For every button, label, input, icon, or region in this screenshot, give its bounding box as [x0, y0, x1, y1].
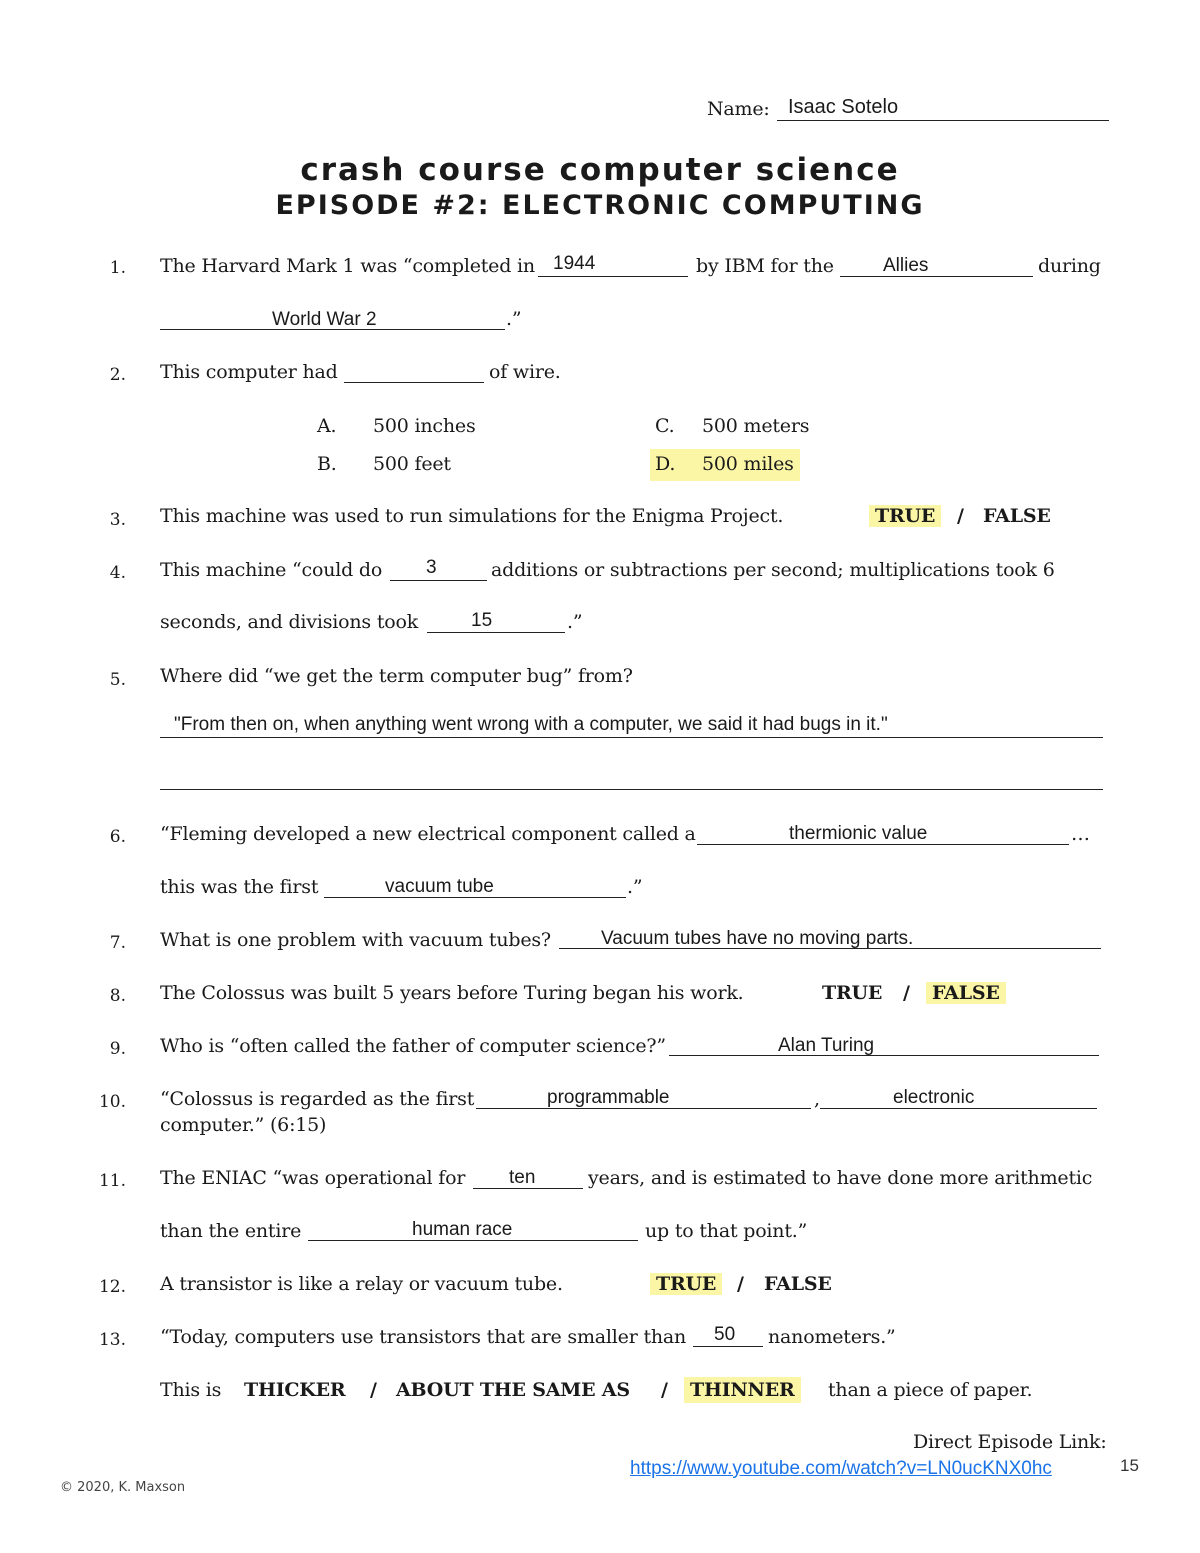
- q6-text-b: …: [1071, 823, 1090, 845]
- q2-option-b-letter: B.: [317, 453, 337, 475]
- q7-text: What is one problem with vacuum tubes?: [160, 929, 551, 951]
- worksheet-title: crash course computer science: [300, 152, 900, 188]
- q12-true[interactable]: TRUE: [650, 1273, 722, 1295]
- q13-option-thicker[interactable]: THICKER: [244, 1379, 346, 1401]
- q1-answer-3[interactable]: World War 2: [272, 309, 377, 330]
- q6-number: 6.: [109, 827, 126, 847]
- q6-text-d: .”: [627, 876, 643, 898]
- q4-blank-2: [427, 632, 565, 633]
- q1-text-c: during: [1038, 255, 1101, 277]
- q3-false[interactable]: FALSE: [983, 505, 1051, 527]
- q13-number: 13.: [98, 1330, 126, 1350]
- q4-text-d: .”: [567, 611, 583, 633]
- q4-blank-1: [390, 580, 487, 581]
- q13-text-d: than a piece of paper.: [828, 1379, 1033, 1401]
- q6-text-c: this was the first: [160, 876, 319, 898]
- q12-false[interactable]: FALSE: [764, 1273, 832, 1295]
- q13-text-b: nanometers.”: [768, 1326, 896, 1348]
- episode-link-label: Direct Episode Link:: [913, 1431, 1107, 1453]
- q1-answer-1[interactable]: 1944: [553, 253, 596, 274]
- name-value[interactable]: Isaac Sotelo: [788, 96, 899, 118]
- q6-text-a: “Fleming developed a new electrical component called a: [160, 823, 696, 845]
- q1-answer-2[interactable]: Allies: [883, 255, 929, 276]
- episode-link[interactable]: https://www.youtube.com/watch?v=LN0ucKNX0hc: [630, 1458, 1052, 1479]
- q6-answer-1[interactable]: thermionic value: [789, 823, 928, 844]
- q13-text-a: “Today, computers use transistors that are smaller than: [160, 1326, 687, 1348]
- q5-answer[interactable]: "From then on, when anything went wrong with a computer, we said it had bugs in it.": [174, 714, 888, 735]
- name-label: Name:: [707, 98, 770, 120]
- q13-text-c: This is: [160, 1379, 222, 1401]
- q5-blank-2: [160, 789, 1103, 790]
- q4-answer-1[interactable]: 3: [426, 557, 437, 578]
- q3-text: This machine was used to run simulations for the Enigma Project.: [160, 505, 784, 527]
- q9-blank: [669, 1055, 1099, 1056]
- q8-true[interactable]: TRUE: [822, 982, 883, 1004]
- q4-text-b: additions or subtractions per second; multiplications took 6: [491, 559, 1055, 581]
- q2-option-c: 500 meters: [702, 415, 810, 437]
- q8-false[interactable]: FALSE: [926, 982, 1006, 1004]
- q6-answer-2[interactable]: vacuum tube: [385, 876, 494, 897]
- q1-blank-2: [840, 276, 1033, 277]
- q1-text-b: by IBM for the: [696, 255, 834, 277]
- q2-option-a: 500 inches: [373, 415, 476, 437]
- q3-number: 3.: [109, 510, 126, 530]
- q10-answer-2[interactable]: electronic: [893, 1087, 975, 1108]
- q5-number: 5.: [109, 670, 126, 690]
- q3-separator: /: [957, 505, 964, 527]
- q2-option-b: 500 feet: [373, 453, 451, 475]
- q2-option-d-letter: D.: [655, 453, 676, 475]
- q9-number: 9.: [109, 1039, 126, 1059]
- q11-text-a: The ENIAC “was operational for: [160, 1167, 466, 1189]
- q1-text-a: The Harvard Mark 1 was “completed in: [160, 255, 535, 277]
- q8-text: The Colossus was built 5 years before Turing began his work.: [160, 982, 744, 1004]
- q2-blank: [344, 382, 484, 383]
- q4-text-a: This machine “could do: [160, 559, 383, 581]
- q1-number: 1.: [109, 258, 126, 278]
- q4-number: 4.: [109, 563, 126, 583]
- q11-text-c: than the entire: [160, 1220, 302, 1242]
- q3-true[interactable]: TRUE: [869, 505, 941, 527]
- q8-separator: /: [903, 982, 910, 1004]
- q7-answer[interactable]: Vacuum tubes have no moving parts.: [601, 928, 914, 949]
- q13-answer[interactable]: 50: [714, 1324, 736, 1345]
- copyright: © 2020, K. Maxson: [60, 1480, 186, 1495]
- q10-answer-1[interactable]: programmable: [547, 1087, 670, 1108]
- q13-separator-2: /: [661, 1379, 668, 1401]
- q10-text-a: “Colossus is regarded as the first: [160, 1088, 475, 1110]
- q2-option-c-letter: C.: [655, 415, 675, 437]
- q4-text-c: seconds, and divisions took: [160, 611, 419, 633]
- q10-comma: ,: [814, 1088, 820, 1110]
- q13-separator-1: /: [370, 1379, 377, 1401]
- q5-blank-1: [160, 737, 1103, 738]
- q9-answer[interactable]: Alan Turing: [778, 1035, 875, 1056]
- q11-number: 11.: [98, 1171, 126, 1191]
- q2-text-a: This computer had: [160, 361, 338, 383]
- name-line: [777, 120, 1109, 121]
- q2-option-d: 500 miles: [702, 453, 794, 475]
- q9-text: Who is “often called the father of computer science?”: [160, 1035, 666, 1057]
- q2-text-b: of wire.: [489, 361, 561, 383]
- q1-text-d: .”: [506, 308, 522, 330]
- page-number: 15: [1120, 1456, 1139, 1475]
- q1-blank-1: [538, 276, 688, 277]
- q10-text-b: computer.” (6:15): [160, 1114, 327, 1136]
- q7-number: 7.: [109, 933, 126, 953]
- q12-separator: /: [737, 1273, 744, 1295]
- q12-number: 12.: [98, 1277, 126, 1297]
- q4-answer-2[interactable]: 15: [471, 610, 493, 631]
- q13-option-thinner[interactable]: THINNER: [684, 1377, 801, 1403]
- q2-number: 2.: [109, 365, 126, 385]
- q12-text: A transistor is like a relay or vacuum tube.: [160, 1273, 563, 1295]
- q11-text-d: up to that point.”: [645, 1220, 808, 1242]
- q11-text-b: years, and is estimated to have done more arithmetic: [588, 1167, 1093, 1189]
- worksheet-subtitle: EPISODE #2: ELECTRONIC COMPUTING: [275, 190, 925, 221]
- q10-number: 10.: [98, 1092, 126, 1112]
- q8-number: 8.: [109, 986, 126, 1006]
- q11-answer-1[interactable]: ten: [509, 1167, 536, 1188]
- q11-answer-2[interactable]: human race: [412, 1219, 513, 1240]
- q2-option-a-letter: A.: [317, 415, 337, 437]
- q13-option-same[interactable]: ABOUT THE SAME AS: [396, 1379, 630, 1401]
- q5-text: Where did “we get the term computer bug” from?: [160, 665, 633, 687]
- q13-blank: [693, 1346, 763, 1347]
